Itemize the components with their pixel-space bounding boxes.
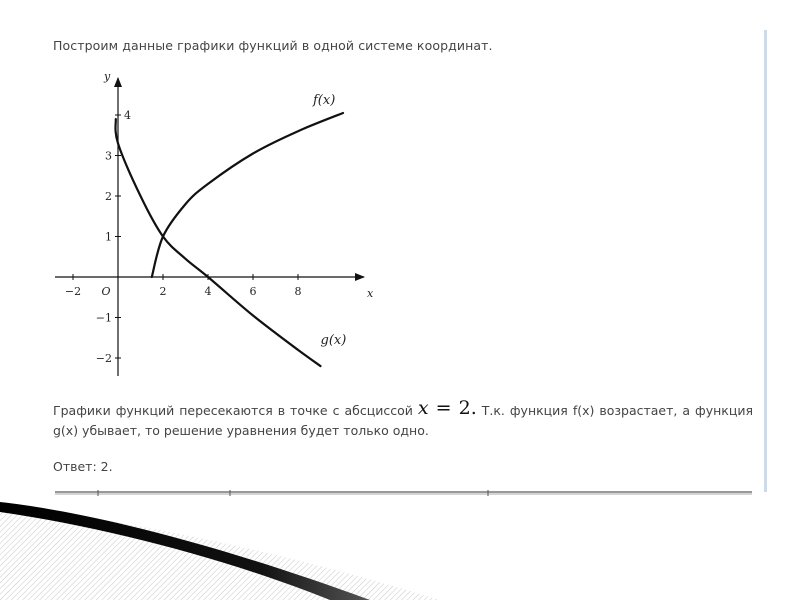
x-tick-label: 4 [204,285,212,298]
answer-text: Ответ: 2. [53,459,113,474]
y-tick-label: 4 [124,109,131,122]
math-rest: = 2. [428,397,477,419]
x-tick-label: 6 [249,285,257,298]
series-label-gx: g(x) [320,333,347,349]
y-tick-label: −2 [95,352,112,365]
para-text-before: Графики функций пересекаются в точке с абсциссой [53,403,418,418]
intro-text: Построим данные графики функций в одной системе координат. [53,38,493,53]
y-tick-label: −1 [95,311,112,325]
x-tick-label: 2 [159,285,167,298]
x-tick-label: 8 [294,285,302,298]
para-text-after: Т.к. функция f(x) возрастает, а функция g(x) убывает, то решение уравнения будет только одно. [53,403,753,438]
series-label-fx: f(x) [313,92,336,108]
origin-label: O [101,285,111,298]
y-tick-label: 3 [105,149,112,163]
y-tick-label: 2 [105,190,112,203]
y-axis-label: y [104,70,111,83]
x-tick-label: −2 [64,285,82,298]
x-axis-label: x [367,287,374,300]
y-tick-label: 1 [105,230,112,244]
math-variable: x [417,397,429,419]
